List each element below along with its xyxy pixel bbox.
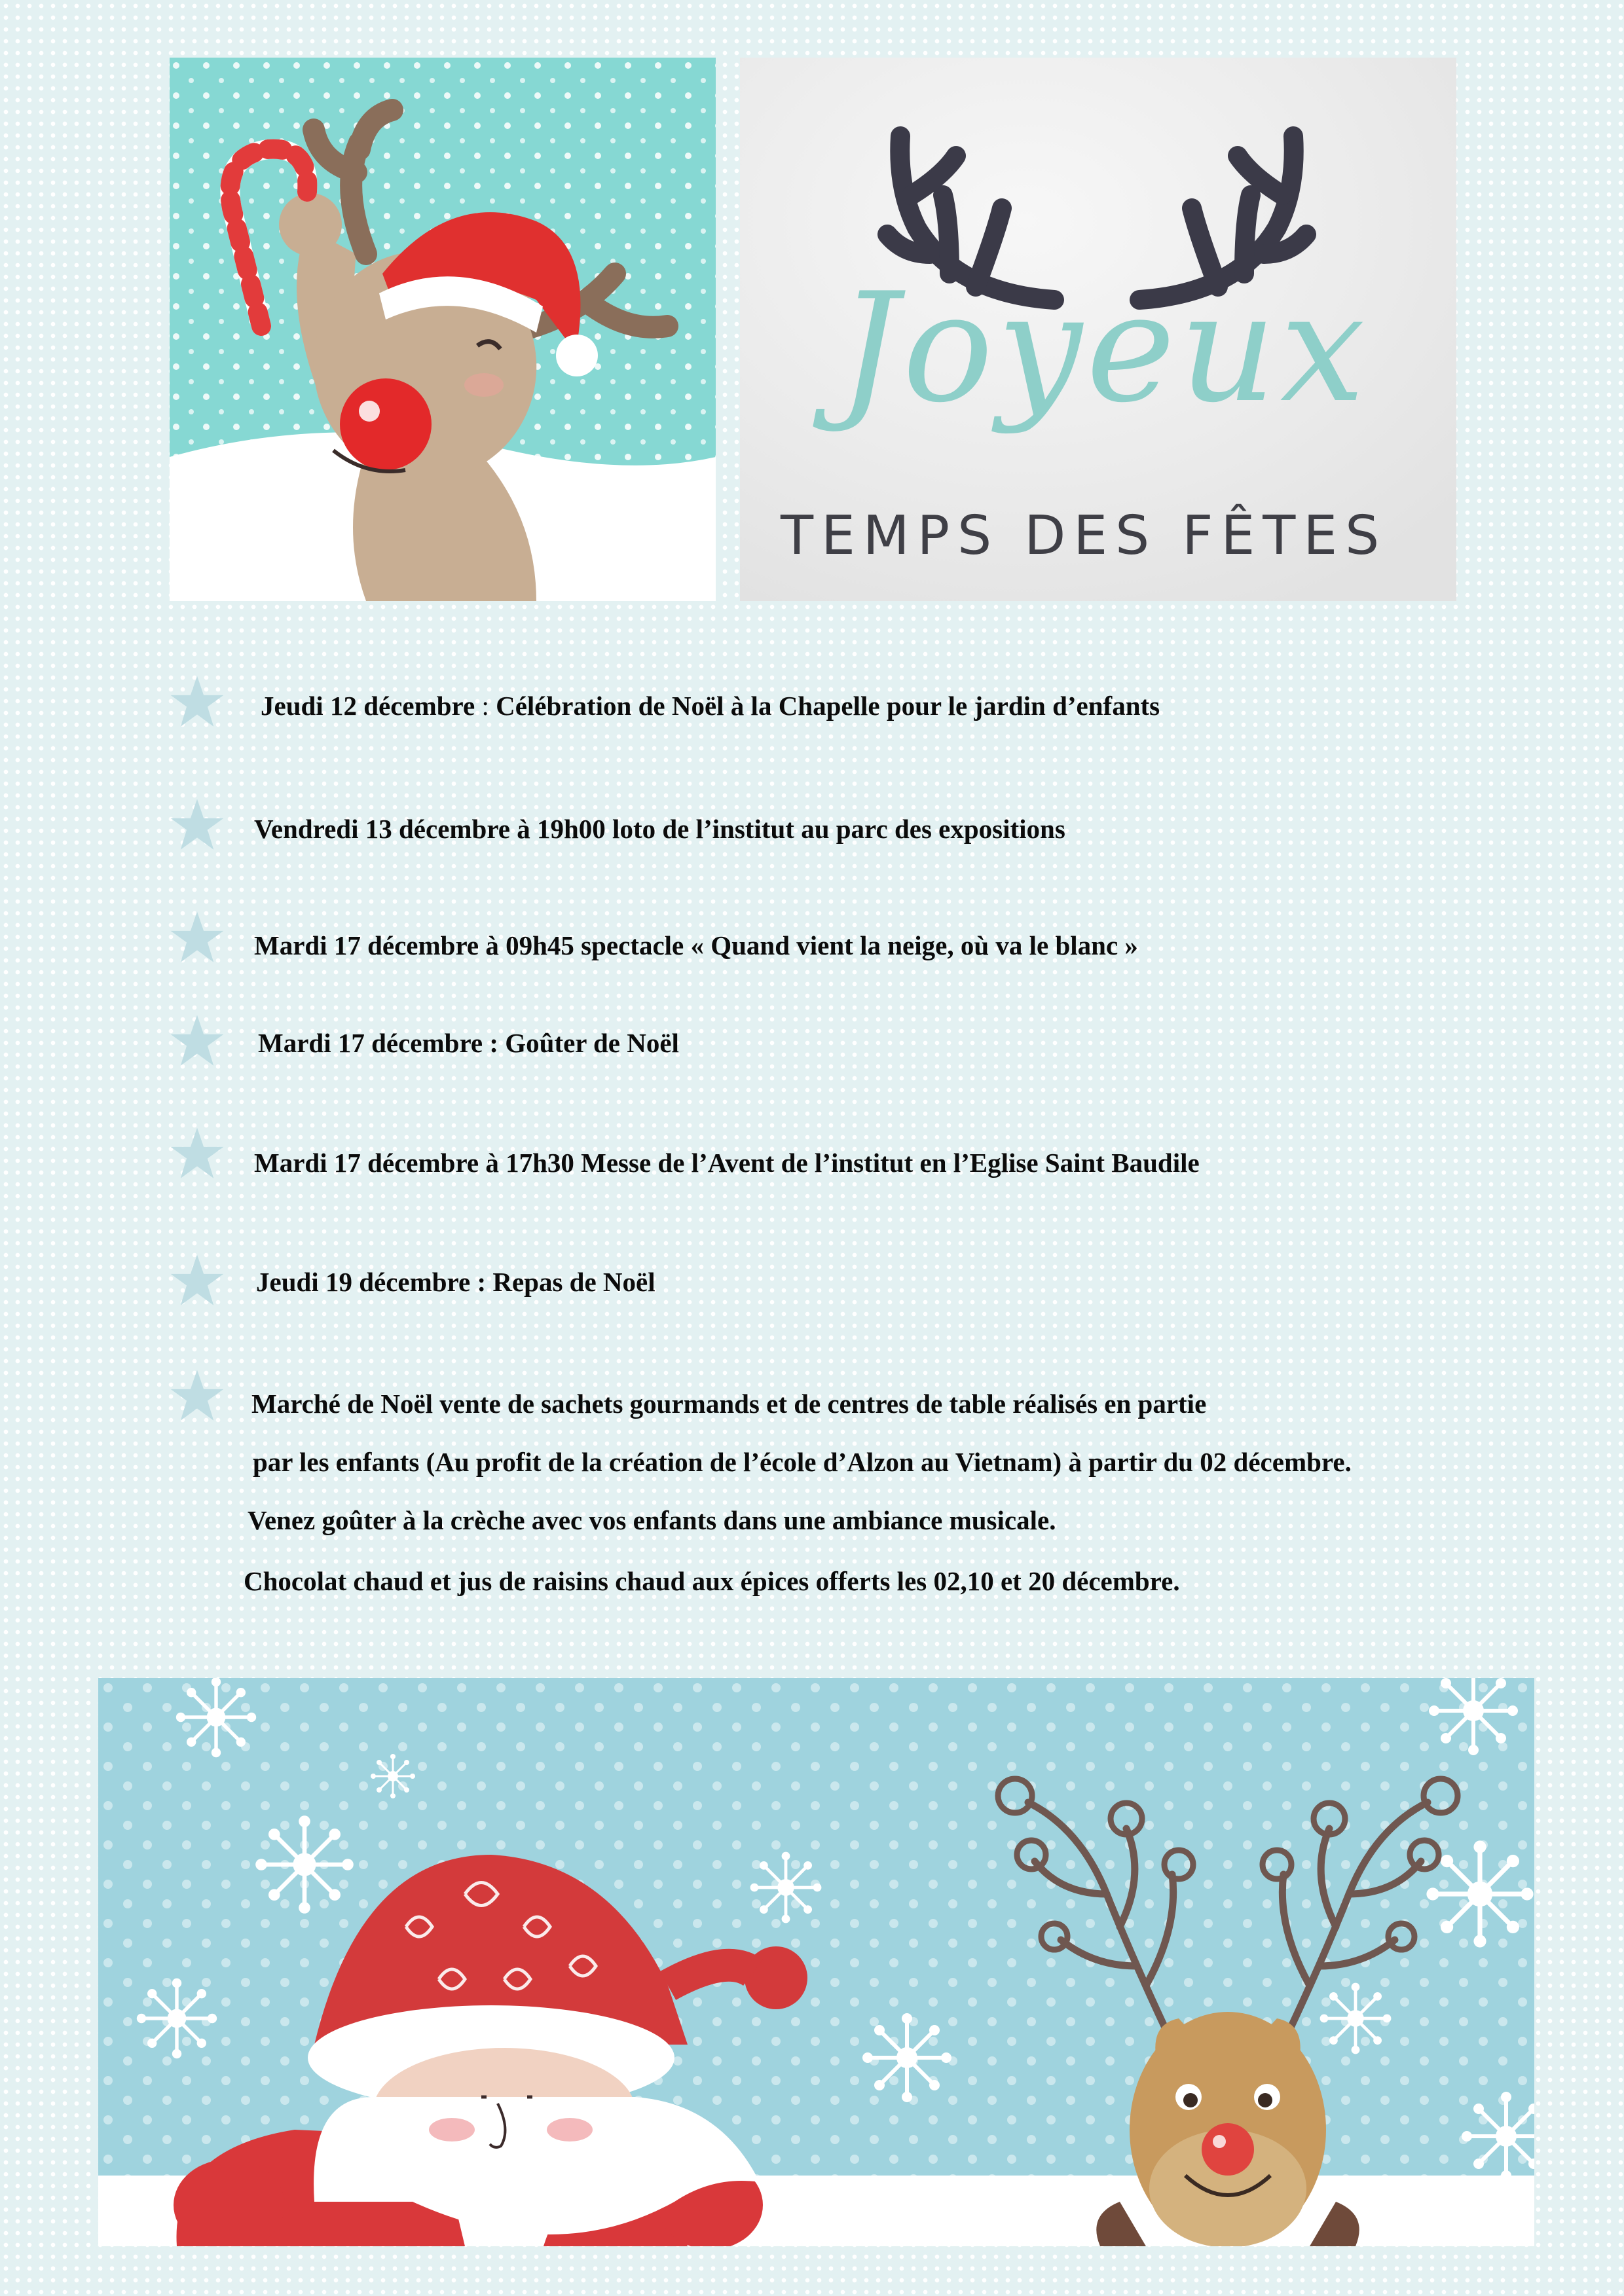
- snowflake-icon: [862, 2013, 951, 2102]
- event-separator: :: [475, 691, 496, 721]
- snowflake-icon: [1320, 1983, 1392, 2054]
- reindeer-illustration: [170, 58, 716, 601]
- joyeux-title: Joyeux: [838, 261, 1369, 436]
- event-item: Vendredi 13 décembre à 19h00 loto de l’institut au parc des expositions: [254, 814, 1065, 844]
- star-icon: [170, 797, 225, 852]
- star-icon: [170, 1253, 225, 1308]
- event-item: Mardi 17 décembre à 17h30 Messe de l’Avent de l’institut en l’Eglise Saint Baudile: [254, 1148, 1200, 1178]
- event-item: [261, 693, 1160, 720]
- event-item: Mardi 17 décembre : Goûter de Noël: [258, 1028, 679, 1058]
- event-description: Célébration de Noël à la Chapelle pour le jardin d’enfants: [496, 691, 1160, 721]
- star-icon: [170, 910, 225, 965]
- snowflake-icon: [1426, 1840, 1533, 1947]
- star-icon: [170, 1126, 225, 1181]
- snowflake-icon: [137, 1978, 217, 2058]
- star-icon: [170, 674, 225, 729]
- snowflake-icon: [255, 1815, 354, 1914]
- star-icon: [170, 1013, 225, 1068]
- event-item: Mardi 17 décembre à 09h45 spectacle « Quand vient la neige, où va le blanc »: [254, 930, 1138, 960]
- temps-des-fetes-subtitle: TEMPS DES FÊTES: [781, 505, 1388, 567]
- market-line: Venez goûter à la crèche avec vos enfants dans une ambiance musicale.: [248, 1505, 1056, 1535]
- snowflake-icon: [371, 1754, 415, 1798]
- market-line: Chocolat chaud et jus de raisins chaud aux épices offerts les 02,10 et 20 décembre.: [244, 1566, 1180, 1596]
- snowflake-icon: [750, 1852, 822, 1923]
- santa-reindeer-banner: [98, 1678, 1534, 2246]
- market-line: par les enfants (Au profit de la création de l’école d’Alzon au Vietnam) à partir du 02 décembre.: [253, 1447, 1352, 1477]
- holiday-greeting-card: [740, 58, 1456, 601]
- event-item: Jeudi 19 décembre : Repas de Noël: [256, 1267, 655, 1297]
- event-date: Jeudi 12 décembre: [261, 691, 475, 721]
- market-line: Marché de Noël vente de sachets gourmands et de centres de table réalisés en partie: [251, 1389, 1207, 1419]
- star-icon: [170, 1368, 225, 1423]
